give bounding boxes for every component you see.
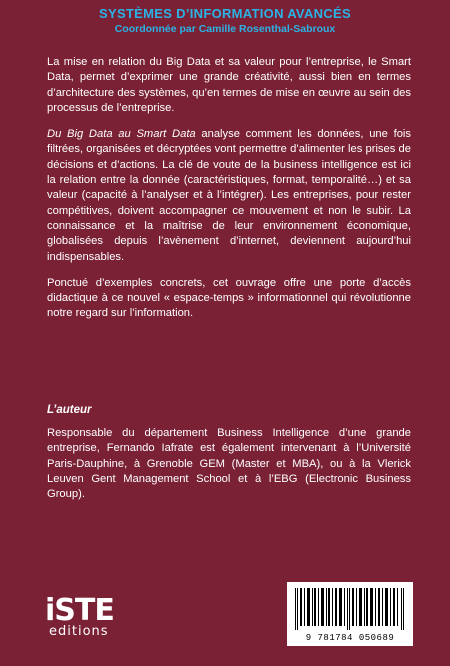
coordinator-line: Coordonnée par Camille Rosenthal-Sabroux (114, 23, 336, 35)
barcode-bars-icon (295, 588, 405, 630)
author-bio: Responsable du département Business Intelligence d’une grande entreprise, Fernando Iafrate est également intervenant à l’Université Paris-Dauphine, à Grenoble GEM (Master et MBA), ou à la Vlerick Leuven Gent Management School et à l’EBG (Electronic Business Group). (47, 427, 411, 501)
paragraph-2-text: analyse comment les données, une fois filtrées, organisées et décryptées vont permettre d’alimenter les prises de décisions et d’actions. La clé de voute de la business intelligence est ici la relation entre la donnée (caractéristiques, format, temporalité…) et sa valeur (capacité à l’analyser et à l’intégrer). Les entreprises, pour rester compétitives, doivent accompagner ce mouvement et non le subir. La connaissance et la maîtrise de leur environnement économique, globalisées depuis l’avènement d’internet, deviennent aujourd’hui indispensables. (47, 128, 411, 263)
author-heading: L’auteur (47, 404, 92, 416)
logo-sub: editions (49, 624, 109, 639)
back-cover-blurb (47, 55, 411, 333)
paragraph-1: La mise en relation du Big Data et sa valeur pour l’entreprise, le Smart Data, permet d’exprimer une grande créativité, aussi bien en termes d’architecture des systèmes, qu’en termes de mise en œuvre au sein des processus de l’entreprise. (47, 56, 411, 114)
iste-logo (45, 593, 145, 641)
barcode (287, 582, 413, 646)
paragraph-3: Ponctué d’exemples concrets, cet ouvrage offre une porte d’accès didactique à ce nouvel « espace-temps » informationnel qui révolutionne notre regard sur l’information. (47, 276, 411, 320)
paragraph-2 (47, 127, 411, 265)
series-title: SYSTÈMES D’INFORMATION AVANCÉS (99, 6, 351, 21)
logo-brand: iSTE (45, 593, 114, 628)
isbn-number: 9 781784 050689 (305, 633, 395, 643)
book-title-italic: Du Big Data au Smart Data (47, 128, 196, 141)
